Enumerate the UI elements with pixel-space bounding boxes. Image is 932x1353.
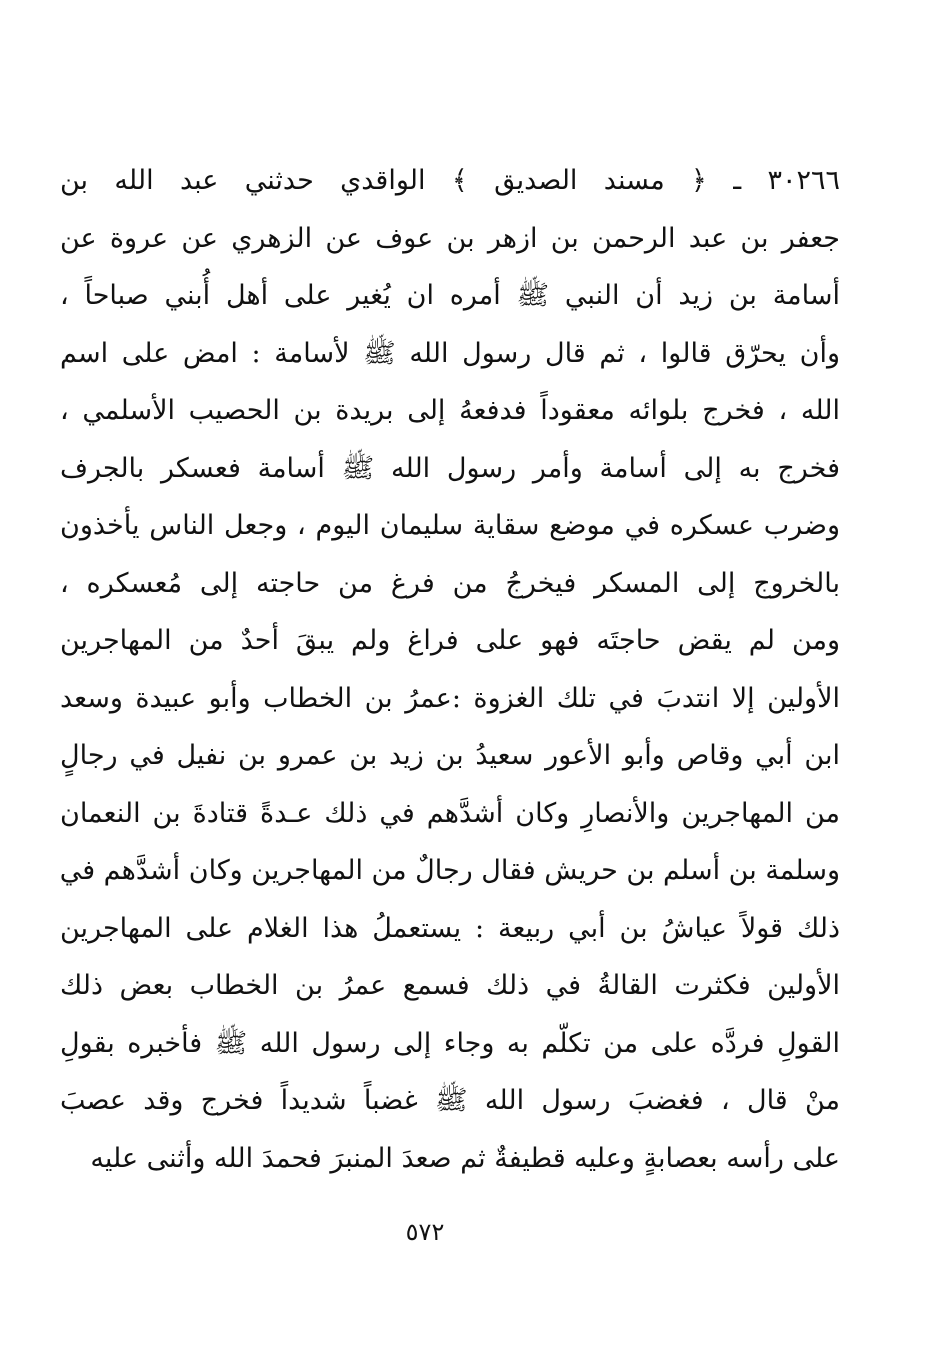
hadith-text-block (60, 152, 840, 1187)
text-line: ٣٠٢٦٦ ـ ﴿ مسند الصديق ﴾ الواقدي حدثني عبد الله بن (60, 165, 840, 196)
text-line: ومن لم يقض حاجتَه فهو على فراغ ولم يبقَ أحدٌ من المهاجرين (60, 625, 840, 656)
text-line: بالخروج إلى المسكر فيخرجُ من فرغ من حاجته إلى مُعسكره ، (60, 567, 840, 599)
text-line: وسلمة بن أسلم بن حريش فقال رجالٌ من المهاجرين وكان أشدَّهم في (60, 855, 840, 886)
text-line: فخرج به إلى أسامة وأمر رسول الله ﷺ أسامة فعسكر بالجرف (60, 452, 840, 484)
text-line: منْ قال ، فغضبَ رسول الله ﷺ غضباً شديداً فخرج وقد عصبَ (60, 1085, 840, 1116)
text-line: ذلك قولاً عياشُ بن أبي ربيعة : يستعملُ هذا الغلام على المهاجرين (60, 912, 840, 944)
text-line: وضرب عسكره في موضع سقاية سليمان اليوم ، وجعل الناس يأخذون (60, 510, 840, 541)
page-number: ٥٧٢ (405, 1218, 445, 1246)
text-line: الأولين إلا انتدبَ في تلك الغزوة :عمرُ بن الخطاب وأبو عبيدة وسعد (60, 682, 840, 714)
text-line: الله ، فخرج بلوائه معقوداً فدفعهُ إلى بريدة بن الحصيب الأسلمي ، (60, 395, 840, 426)
text-line: الأولين فكثرت القالةُ في ذلك فسمع عمرُ بن الخطاب بعض ذلك (60, 970, 840, 1001)
text-line: على رأسه بعصابةٍ وعليه قطيفةٌ ثم صعدَ المنبرَ فحمدَ الله وأثنى عليه (90, 1142, 840, 1174)
text-line: أسامة بن زيد أن النبي ﷺ أمره ان يُغير على أهل أُبني صباحاً ، (60, 280, 840, 311)
text-line: القولِ فردَّه على من تكلّم به وجاء إلى رسول الله ﷺ فأخبره بقولِ (60, 1027, 840, 1059)
text-line: ابن أبي وقاص وأبو الأعور سعيدُ بن زيد بن عمرو بن نفيل في رجالٍ (60, 740, 840, 771)
text-line: جعفر بن عبد الرحمن بن ازهر بن عوف عن الزهري عن عروة عن (60, 222, 840, 254)
text-line: من المهاجرين والأنصارِ وكان أشدَّهم في ذلك عـدةً قتادةَ بن النعمان (60, 797, 840, 829)
text-line: وأن يحرّق قالوا ، ثم قال رسول الله ﷺ لأسامة : امض على اسم (60, 337, 840, 369)
